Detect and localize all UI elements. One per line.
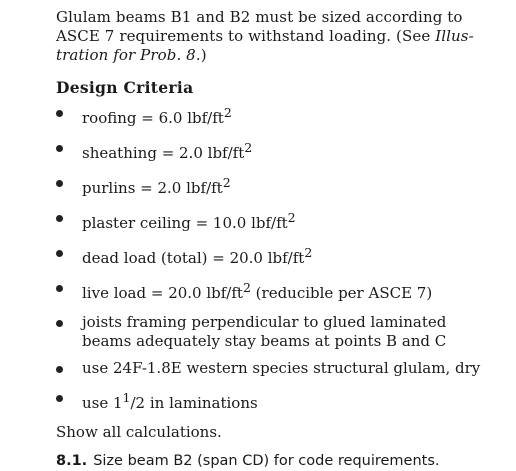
illustration-reference: Illus- bbox=[435, 27, 474, 45]
criteria-suffix: (reducible per ASCE 7) bbox=[250, 284, 433, 302]
design-criteria-list bbox=[56, 103, 504, 413]
criteria-item bbox=[56, 313, 504, 351]
criteria-text: use 1 bbox=[82, 394, 123, 412]
criteria-line-1: joists framing perpendicular to glued laminated bbox=[82, 313, 447, 331]
bullet-icon bbox=[56, 250, 63, 257]
criteria-text: dead load (total) = 20.0 lbf/ft bbox=[82, 249, 305, 267]
criteria-item bbox=[56, 359, 504, 378]
criteria-text: sheathing = 2.0 lbf/ft bbox=[82, 144, 245, 162]
design-criteria-heading: Design Criteria bbox=[56, 78, 194, 97]
document-page bbox=[56, 8, 504, 471]
superscript: 2 bbox=[242, 280, 251, 295]
superscript: 2 bbox=[304, 245, 313, 260]
criteria-item bbox=[56, 138, 504, 163]
problem-text: Size beam B2 (span CD) for code requirements. bbox=[93, 453, 440, 469]
bullet-icon bbox=[56, 285, 63, 292]
intro-line-2: ASCE 7 requirements to withstand loading. (See bbox=[56, 27, 436, 45]
criteria-text: plaster ceiling = 10.0 lbf/ft bbox=[82, 214, 288, 232]
criteria-text: live load = 20.0 lbf/ft bbox=[82, 284, 243, 302]
criteria-item bbox=[56, 208, 504, 233]
superscript: 2 bbox=[244, 140, 253, 155]
bullet-icon bbox=[56, 215, 63, 222]
problem-number: 8.1. bbox=[56, 453, 88, 469]
criteria-item bbox=[56, 103, 504, 128]
criteria-text: roofing = 6.0 lbf/ft bbox=[82, 109, 224, 127]
superscript: 2 bbox=[223, 105, 232, 120]
criteria-suffix: in laminations bbox=[145, 394, 258, 412]
problem-statement bbox=[56, 452, 504, 471]
criteria-text: use 24F-1.8E western species structural glulam, dry bbox=[82, 359, 481, 377]
bullet-icon bbox=[56, 395, 63, 402]
criteria-text: purlins = 2.0 lbf/ft bbox=[82, 179, 223, 197]
criteria-item bbox=[56, 388, 504, 413]
intro-close-paren: ) bbox=[200, 46, 207, 64]
bullet-icon bbox=[56, 145, 63, 152]
superscript: 1 bbox=[122, 390, 131, 405]
superscript: 2 bbox=[222, 175, 231, 190]
bullet-icon bbox=[56, 110, 63, 117]
bullet-icon bbox=[56, 180, 63, 187]
problem-intro bbox=[56, 8, 504, 65]
criteria-line-2: beams adequately stay beams at points B and C bbox=[82, 332, 447, 350]
criteria-item bbox=[56, 173, 504, 198]
criteria-item bbox=[56, 278, 504, 303]
fraction-denominator: /2 bbox=[130, 394, 146, 412]
intro-line-3: tration for Prob. 8. bbox=[56, 46, 201, 64]
intro-line-1: Glulam beams B1 and B2 must be sized according to bbox=[56, 8, 463, 26]
criteria-item bbox=[56, 243, 504, 268]
show-calculations-note: Show all calculations. bbox=[56, 423, 222, 441]
bullet-icon bbox=[56, 366, 63, 373]
superscript: 2 bbox=[287, 210, 296, 225]
bullet-icon bbox=[56, 320, 63, 327]
